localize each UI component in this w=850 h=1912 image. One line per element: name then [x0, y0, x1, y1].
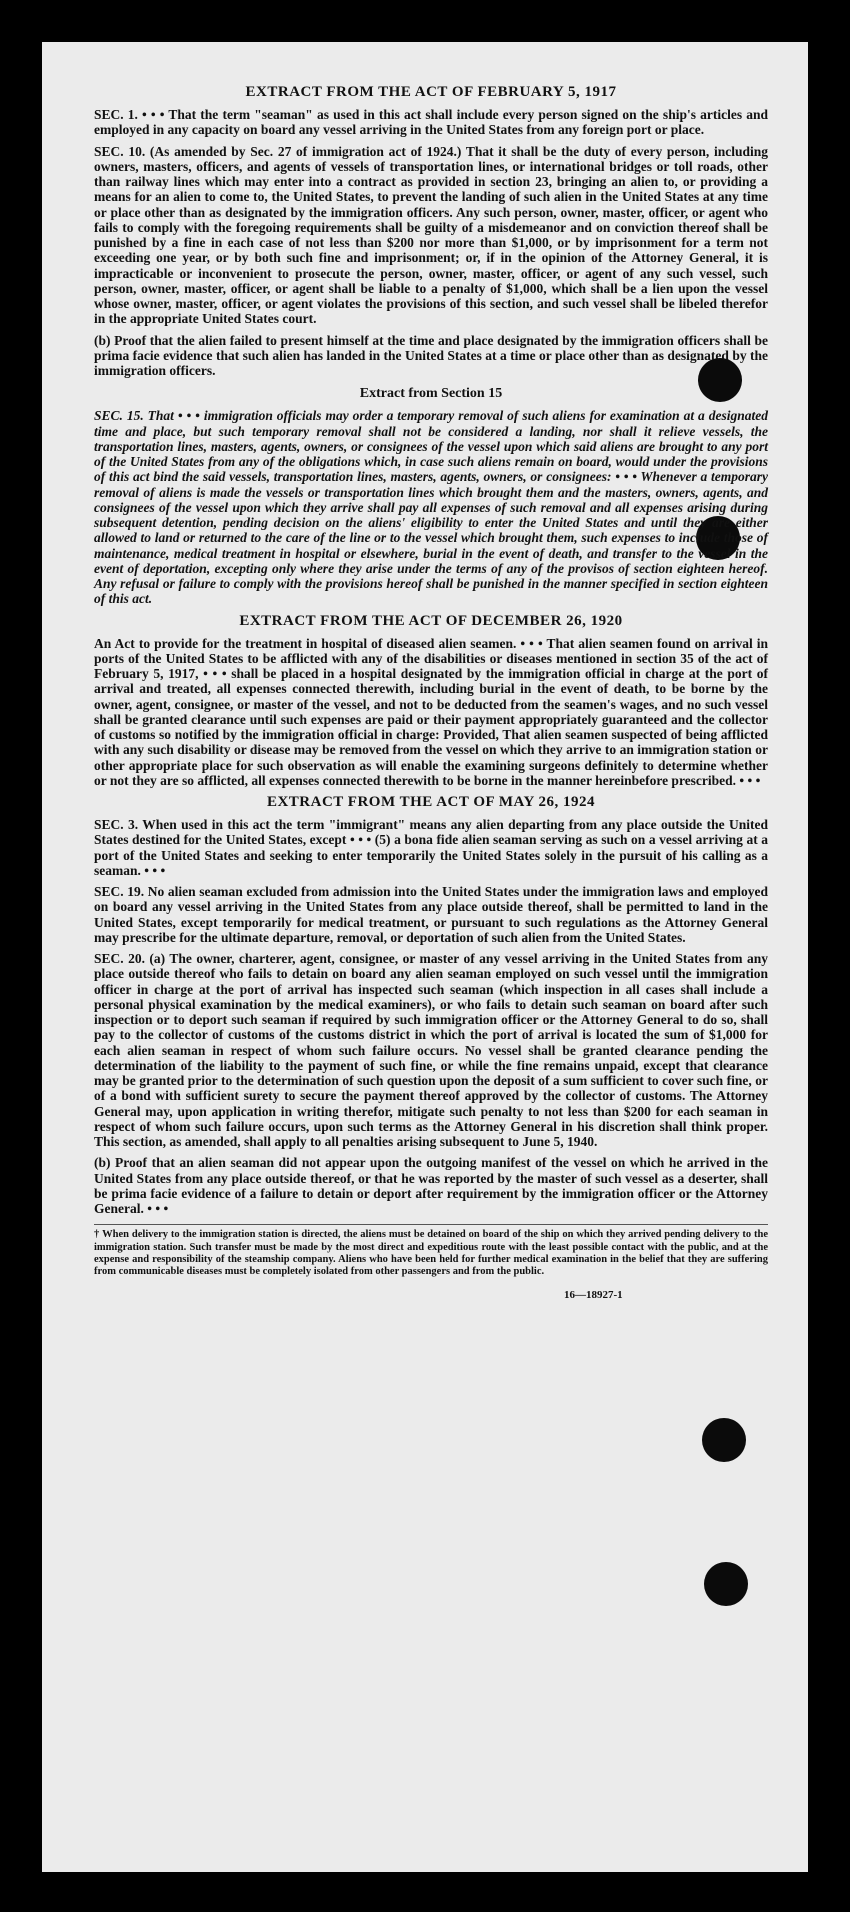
document-body	[94, 84, 768, 1301]
form-code: 16—18927-1	[564, 1288, 623, 1301]
paragraph: SEC. 10. (As amended by Sec. 27 of immigration act of 1924.) That it shall be the duty of every person, including owners, masters, officers, and agents of vessels of transportation lines, or international bridges or toll roads, other than railway lines which may enter into a contract as provided in section 23, bringing an alien to, or providing a means for an alien to come to, the United States, to prevent the landing of such alien in the United States at any time or place other than as designated by the immigration officers. Any such person, owner, master, officer, or agent who fails to comply with the foregoing requirements shall be guilty of a misdemeanor and on conviction thereof shall be punished by a fine in each case of not less than $200 nor more than $1,000, or by imprisonment for a term not exceeding one year, or by both such fine and imprisonment; or, if in the opinion of the Attorney General, it is impracticable or inconvenient to prosecute the person, owner, master, officer, or agent of any such vessel, such person, owner, master, officer, or agent shall be liable to a penalty of $1,000, which shall be a lien upon the vessel whose owner, master, officer, or agent violates the provisions of this section, and such vessel shall be libeled therefor in the appropriate United States court.	[94, 143, 768, 327]
paragraph: (b) Proof that the alien failed to present himself at the time and place designated by the immigration officers shall be prima facie evidence that such alien has landed in the United States at a time or place other than as designated by the immigration officers.	[94, 332, 768, 378]
section-heading: EXTRACT FROM THE ACT OF MAY 26, 1924	[266, 794, 596, 810]
footnote: † When delivery to the immigration station is directed, the aliens must be detained on board of the ship on which they arrived pending delivery to the immigration station. Such transfer must be made by the most direct and expeditious route with the least possible contact with the public, and at the expense and responsibility of the steamship company. Aliens who have been held for further medical examination in the belief that they are suffering from communicable diseases must be completely isolated from other passengers and from the public.	[94, 1224, 768, 1279]
paragraph: (b) Proof that an alien seaman did not appear upon the outgoing manifest of the vessel on which he arrived in the United States from any place outside thereof, or that he was reported by the master of such vessel as a deserter, shall be prima facie evidence of a failure to detain or deport after requirement by the immigration officer or the Attorney General. • • •	[94, 1155, 768, 1216]
paragraph: SEC. 15. That • • • immigration officials may order a temporary removal of such aliens for examination at a designated time and place, but such temporary removal shall not be considered a landing, nor shall it relieve vessels, the transportation lines, masters, agents, owners, or consignees of the vessel upon which said aliens are brought to any port of the United States from any of the obligations which, in case such aliens remain on board, would under the provisions of this act bind the said vessels, transportation lines, masters, agents, owners, or consignees: • • • Whenever a temporary removal of aliens is made the vessels or transportation lines which brought them and the masters, owners, agents, and consignees of the vessel upon which they arrive shall pay all expenses of such removal and all expenses arising during subsequent detention, pending decision on the aliens' eligibility to enter the United States and until they are either allowed to land or returned to the care of the line or to the vessel which brought them, such expenses to include those of maintenance, medical treatment in hospital or elsewhere, burial in the event of death, and transfer to the vessel in the event of deportation, excepting only where they arise under the terms of any of the provisos of section eighteen hereof. Any refusal or failure to comply with the provisions hereof shall be punished in the manner specified in section eighteen of this act.	[94, 408, 768, 607]
paragraph: SEC. 19. No alien seaman excluded from admission into the United States under the immigration laws and employed on board any vessel arriving in the United States from any place outside thereof, shall be permitted to land in the United States, except temporarily for medical treatment, or pursuant to such regulations as the Attorney General may prescribe for the ultimate departure, removal, or deportation of such alien from the United States.	[94, 884, 768, 945]
section-heading: EXTRACT FROM THE ACT OF FEBRUARY 5, 1917	[245, 84, 617, 100]
paragraph: An Act to provide for the treatment in hospital of diseased alien seamen. • • • That alien seamen found on arrival in ports of the United States to be afflicted with any of the disabilities or diseases mentioned in section 35 of the act of February 5, 1917, • • • shall be placed in a hospital designated by the immigration official in charge at the port of arrival and treated, all expenses connected therewith, including burial in the event of death, to be borne by the owner, agent, consignee, or master of the vessel, and not to be deducted from the seamen's wages, and no such vessel shall be granted clearance until such expenses are paid or their payment appropriately guaranteed and the collector of customs so notified by the immigration official in charge: Provided, That alien seamen suspected of being afflicted with any such disability or disease may be removed from the vessel on which they arrive to an immigration station or other appropriate place for such observation as will enable the examining surgeons definitely to determine whether or not they are so afflicted, all expenses connected therewith to be borne in the manner hereinbefore prescribed. • • •	[94, 635, 768, 788]
punch-hole	[702, 1418, 746, 1462]
punch-hole	[704, 1562, 748, 1606]
paragraph: SEC. 1. • • • That the term "seaman" as used in this act shall include every person signed on the ship's articles and employed in any capacity on board any vessel arriving in the United States from any foreign port or place.	[94, 107, 768, 138]
document-page	[42, 42, 808, 1872]
section-heading: EXTRACT FROM THE ACT OF DECEMBER 26, 1920	[239, 612, 623, 629]
subsection-heading: Extract from Section 15	[359, 386, 503, 402]
paragraph: SEC. 20. (a) The owner, charterer, agent, consignee, or master of any vessel arriving in the United States from any place outside thereof who fails to detain on board any alien seaman employed on such vessel until the immigration officer in charge at the port of arrival has inspected such seaman (which inspection in all cases shall include a personal physical examination by the medical examiners), or who fails to detain such seaman on board after such inspection or to deport such seaman if required by such immigration officer or the Attorney General to do so, shall pay to the collector of customs of the customs district in which the port of arrival is located the sum of $1,000 for each alien seaman in respect of whom such failure occurs. No vessel shall be granted clearance pending the determination of the liability to the payment of such fine, or while the fine remains unpaid, except that clearance may be granted prior to the determination of such question upon the deposit of a sum sufficient to cover such fine, or of a bond with sufficient surety to secure the payment thereof approved by the collector of customs. The Attorney General may, upon application in writing therefor, mitigate such penalty to not less than $200 for each seaman in respect of whom such failure occurs, upon such terms as the Attorney General in his discretion shall think proper. This section, as amended, shall apply to all penalties arising subsequent to June 5, 1940.	[94, 951, 768, 1149]
paragraph: SEC. 3. When used in this act the term "immigrant" means any alien departing from any place outside the United States destined for the United States, except • • • (5) a bona fide alien seaman serving as such on a vessel arriving at a port of the United States and seeking to enter temporarily the United States solely in the pursuit of his calling as a seaman. • • •	[94, 817, 768, 878]
